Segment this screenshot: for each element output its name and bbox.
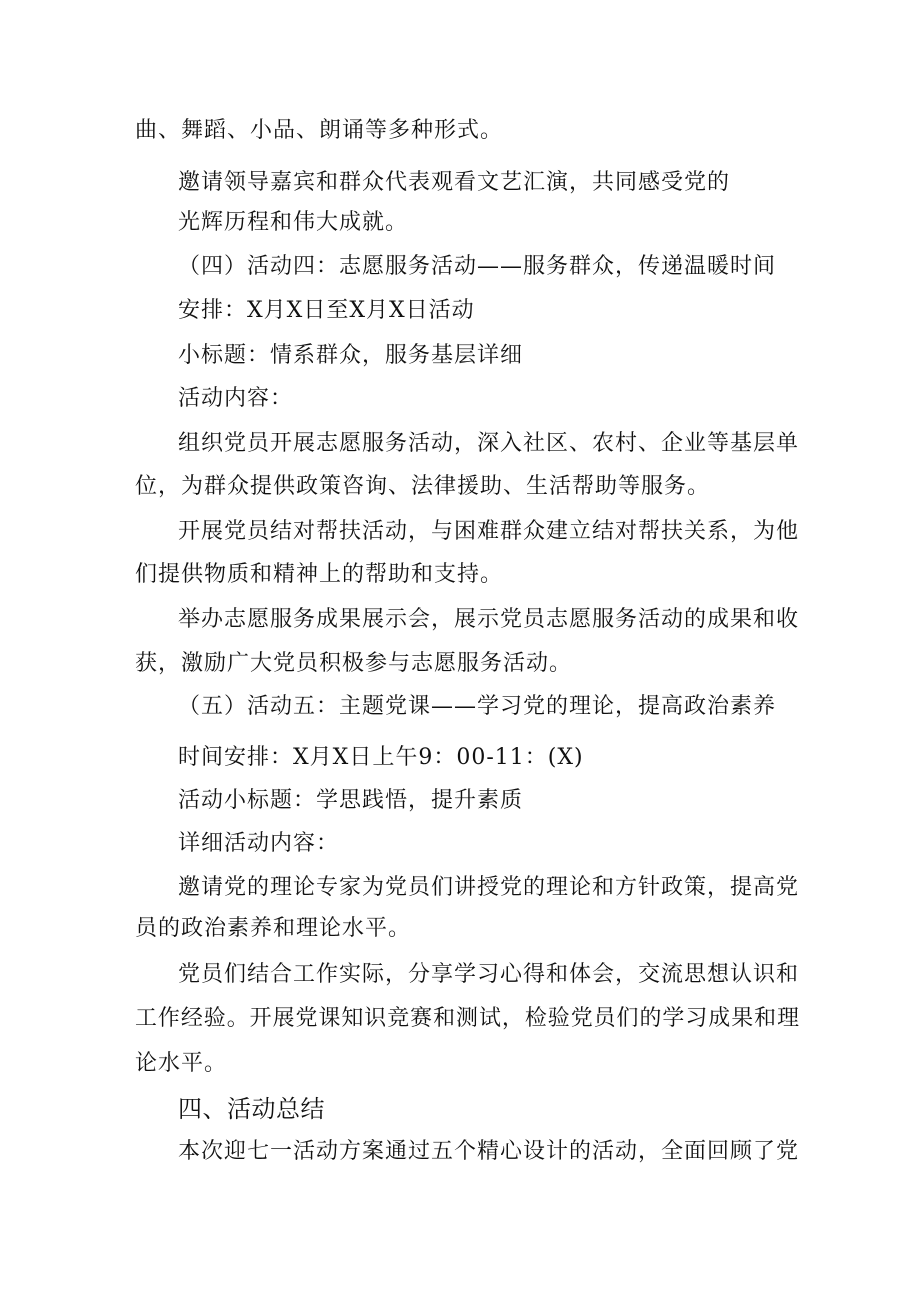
paragraph-line: 曲、舞蹈、小品、朗诵等多种形式。 — [135, 118, 504, 143]
paragraph-line: 党员们结合工作实际，分享学习心得和体会，交流思想认识和 — [178, 962, 800, 987]
paragraph-line: 安排：X月X日至X月X日活动 — [178, 298, 475, 323]
paragraph-line: 小标题：情系群众，服务基层详细 — [178, 343, 524, 368]
paragraph-line: 本次迎七一活动方案通过五个精心设计的活动，全面回顾了党 — [178, 1139, 800, 1164]
paragraph-line: 光辉历程和伟大成就。 — [178, 210, 409, 235]
paragraph-line: 获，激励广大党员积极参与志愿服务活动。 — [135, 651, 573, 676]
paragraph-line: 活动小标题：学思践悟，提升素质 — [178, 788, 524, 813]
paragraph-line: 邀请党的理论专家为党员们讲授党的理论和方针政策，提高党 — [178, 875, 800, 900]
paragraph-line: 员的政治素养和理论水平。 — [135, 916, 412, 941]
paragraph-line: 论水平。 — [135, 1051, 228, 1076]
section-heading-summary: 四、活动总结 — [178, 1095, 325, 1123]
section-subheading-activity-4: （四）活动四：志愿服务活动——服务群众，传递温暖时间 — [178, 254, 777, 279]
paragraph-line: 们提供物质和精神上的帮助和支持。 — [135, 562, 504, 587]
paragraph-line: 工作经验。开展党课知识竞赛和测试，检验党员们的学习成果和理 — [135, 1006, 801, 1031]
section-subheading-activity-5: （五）活动五：主题党课——学习党的理论，提高政治素养 — [178, 694, 777, 719]
paragraph-line: 详细活动内容： — [178, 831, 340, 856]
paragraph-line: 举办志愿服务成果展示会，展示党员志愿服务活动的成果和收 — [178, 607, 800, 632]
paragraph-line: 组织党员开展志愿服务活动，深入社区、农村、企业等基层单 — [178, 431, 800, 456]
paragraph-line: 活动内容： — [178, 386, 294, 411]
paragraph-line: 时间安排：X月X日上午9：00-11：(X) — [178, 745, 584, 770]
paragraph-line: 位，为群众提供政策咨询、法律援助、生活帮助等服务。 — [135, 474, 711, 499]
paragraph-line: 开展党员结对帮扶活动，与困难群众建立结对帮扶关系，为他 — [178, 519, 800, 544]
paragraph-line: 邀请领导嘉宾和群众代表观看文艺汇演，共同感受党的 — [178, 170, 731, 195]
